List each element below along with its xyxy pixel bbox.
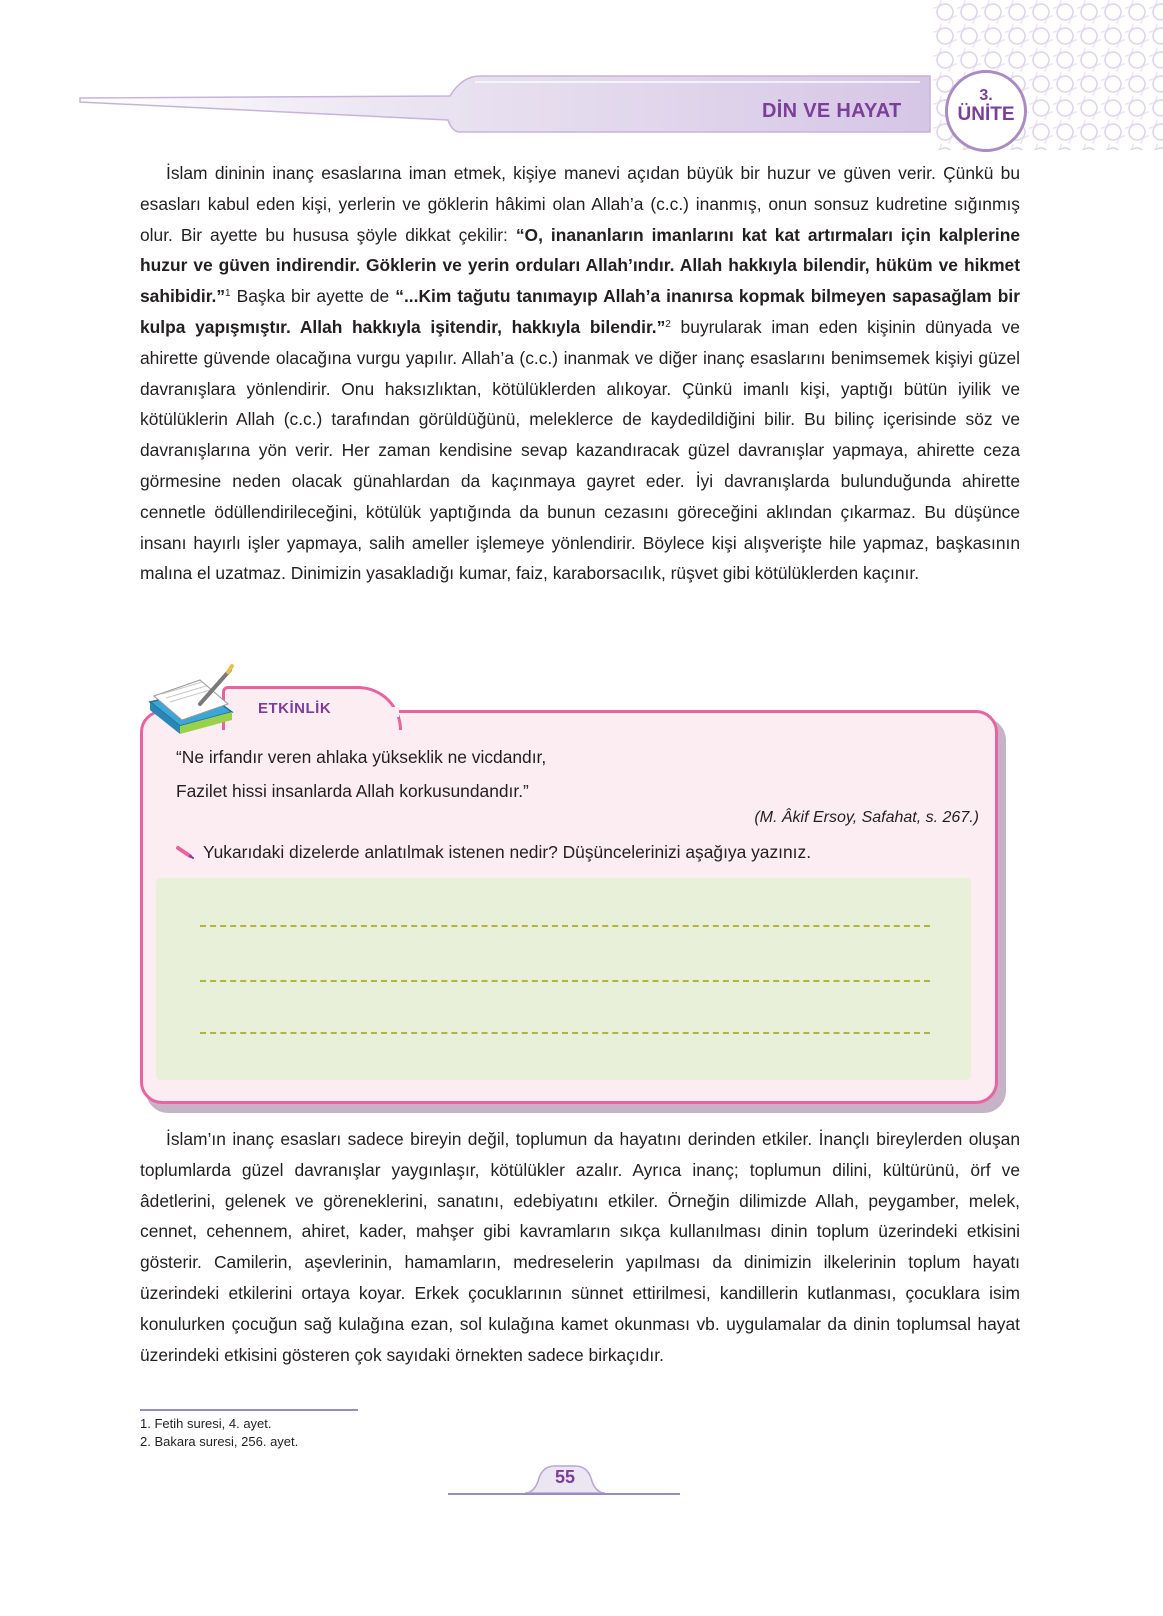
page-number: 55: [554, 1467, 576, 1487]
activity-question: Yukarıdaki dizelerde anlatılmak istenen nedir? Düşüncelerinizi aşağıya yazınız.: [203, 842, 812, 862]
footnote-2: 2. Bakara suresi, 256. ayet.: [140, 1434, 299, 1449]
activity-label: ETKİNLİK: [258, 700, 332, 717]
paragraph-1-text-c: buyrularak iman eden kişinin dünyada ve ahirette güvende olacağına vurgu yapılır. Allah’a (c.c.) inanmak ve diğer inanç esaslarını benimsemek kişiyi güzel davranışlara yönlendirir. Onu haksızlıktan, kötülüklerden alıkoyar. Çünkü imanlı kişi, yaptığı bütün iyilik ve kötülüklerin Allah (c.c.) tarafından görüldüğünü, meleklerce de kaydedildiğini bilir. Bu bilinç içerisinde söz ve davranışlarına yön verir. Her zaman kendisine sevap kazandıracak güzel davranışlar yapmaya, ahirette ceza görmesine neden olacak günahlardan da kaçınmaya gayret eder. İyi davranışlarda bulunduğunda ahirette cennetle ödüllendirileceğini, kötülük yaptığında da bunun cezasını göreceğini aklından çıkarmaz. Bu düşünce insanı hayırlı işler yapmaya, salih ameller işlemeye yönlendirir. Böylece kişi alışverişte hile yapmaz, başkasının malına el uzatmaz. Dinimizin yasakladığı kumar, faiz, karaborsacılık, rüşvet gibi kötülüklerden kaçınır.: [140, 316, 1020, 584]
footnote-1: 1. Fetih suresi, 4. ayet.: [140, 1416, 272, 1431]
unit-badge: [945, 70, 1027, 152]
poem-line-1: “Ne irfandır veren ahlaka yükseklik ne vicdandır,: [176, 747, 547, 767]
answer-line-1[interactable]: [200, 925, 930, 927]
quote-2: “...Kim tağutu tanımayıp Allah’a inanırsa kopmak bilmeyen sapasağlam bir kulpa yapışmıştır. Allah hakkıyla işitendir, hakkıyla bilendir.”: [140, 286, 1020, 337]
unit-word: ÜNİTE: [957, 104, 1015, 125]
unit-title: DİN VE HAYAT: [762, 100, 902, 122]
footnote-ref-2: 2: [665, 318, 671, 330]
pencil-icon: [176, 845, 194, 859]
page-number-rule: [448, 1493, 680, 1495]
paragraph-1-text-a: İslam dininin inanç esaslarına iman etmek, kişiye manevi açıdan büyük bir huzur ve güven verir. Çünkü bu esasları kabul eden kişi, yerlerin ve göklerin hâkimi olan Allah’a (c.c.) inanmış, onun sonsuz kudretine sığınmış olur. Bir ayette bu hususa şöyle dikkat çekilir:: [140, 163, 1020, 245]
quote-1: “O, inananların imanlarını kat kat artırmaları için kalplerine huzur ve güven indirendir. Göklerin ve yerin orduları Allah’ındır. Allah hakkıyla bilendir, hüküm ve hikmet sahibidir.”: [140, 224, 1020, 307]
poem-citation: (M. Âkif Ersoy, Safahat, s. 267.): [754, 809, 979, 826]
footnote-ref-1: 1: [225, 288, 231, 300]
paragraph-1: [140, 158, 1020, 589]
answer-line-3[interactable]: [200, 1032, 930, 1034]
footnote-rule: [140, 1409, 358, 1411]
book-icon: [140, 660, 240, 740]
unit-number: 3.: [979, 87, 993, 104]
poem-line-2: Fazilet hissi insanlarda Allah korkusundandır.”: [176, 781, 529, 801]
answer-line-2[interactable]: [200, 980, 930, 982]
paragraph-2: İslam’ın inanç esasları sadece bireyin değil, toplumun da hayatını derinden etkiler. İnançlı bireylerden oluşan toplumlarda güzel davranışlar yaygınlaşır, kötülükler azalır. Ayrıca inanç; toplumun dilini, kültürünü, örf ve âdetlerini, gelenek ve göreneklerini, sanatını, edebiyatını etkiler. Örneğin dilimizde Allah, peygamber, melek, cennet, cehennem, ahiret, kader, mahşer gibi kavramların sıkça kullanılması dinin toplum üzerindeki etkisini gösterir. Camilerin, aşevlerinin, hamamların, medreselerin yapılması da dinimizin ilkelerinin toplum hayatı üzerindeki etkilerini ortaya koyar. Erkek çocuklarının sünnet ettirilmesi, kandillerin kutlanması, çocuklara isim konulurken çocuğun sağ kulağına ezan, sol kulağına kamet okunması vb. uygulamalar da dinin toplumsal hayat üzerindeki etkisini gösteren çok sayıdaki örnekten sadece birkaçıdır.: [140, 1129, 1020, 1365]
paragraph-1-text-b: Başka bir ayette de: [230, 286, 396, 307]
answer-area[interactable]: [156, 878, 971, 1080]
